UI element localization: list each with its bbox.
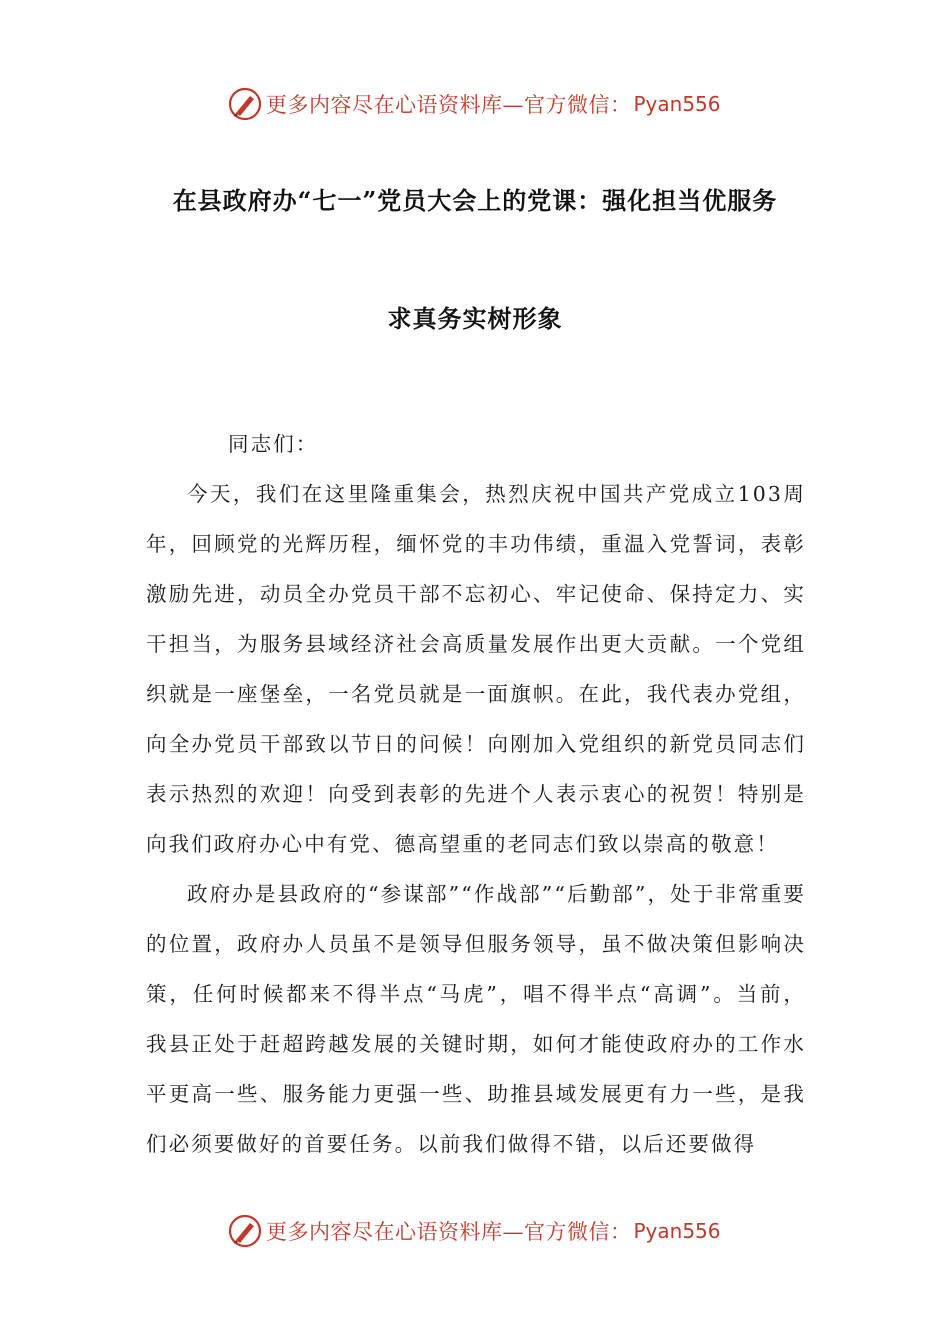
watermark-text: 更多内容尽在心语资料库—官方微信： [266,1220,632,1244]
footer-watermark-banner [228,1211,721,1251]
paragraph: 政府办是县政府的“参谋部”“作战部”“后勤部”，处于非常重要的位置，政府办人员虽不是领导但服务领导，虽不做决策但影响决策，任何时候都来不得半点“马虎”，唱不得半点“高调”。当前，我县正处于赶超跨越发展的关键时期，如何才能使政府办的工作水平更高一些、服务能力更强一些、助推县域发展更有力一些，是我们必须要做好的首要任务。以前我们做得不错，以后还要做得 [146,882,806,1156]
document-body [146,419,806,1169]
paragraph: 今天，我们在这里隆重集会，热烈庆祝中国共产党成立103周年，回顾党的光辉历程，缅怀党的丰功伟绩，重温入党誓词，表彰激励先进，动员全办党员干部不忘初心、牢记使命、保持定力、实干担当，为服务县域经济社会高质量发展作出更大贡献。一个党组织就是一座堡垒，一名党员就是一面旗帜。在此，我代表办党组，向全办党员干部致以节日的问候！向刚加入党组织的新党员同志们表示热烈的欢迎！向受到表彰的先进个人表示衷心的祝贺！特别是向我们政府办心中有党、德高望重的老同志们致以崇高的敬意！ [146,482,806,856]
watermark-wechat-id: Pyan556 [633,1219,721,1243]
document-title-line-1: 在县政府办“七一”党员大会上的党课：强化担当优服务 [172,186,778,215]
document-title-line-2: 求真务实树形象 [387,304,563,333]
header-watermark-banner [228,84,721,124]
pen-logo-icon [228,1214,262,1248]
salutation: 同志们： [228,432,319,456]
watermark-text: 更多内容尽在心语资料库—官方微信： [266,93,632,117]
watermark-wechat-id: Pyan556 [633,92,721,116]
pen-logo-icon [228,87,262,121]
